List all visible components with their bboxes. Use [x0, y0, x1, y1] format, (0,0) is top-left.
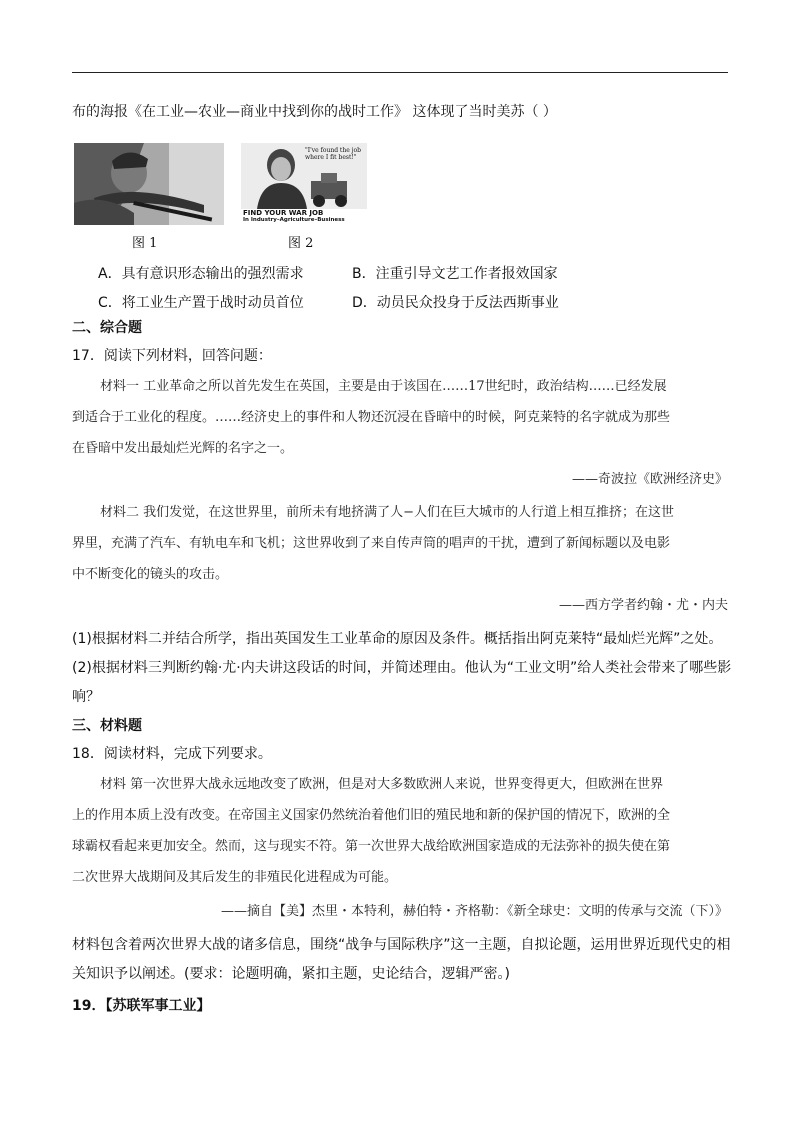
- q17-prompt: 17．阅读下列材料，回答问题：: [72, 348, 272, 364]
- poster-subline: In Industry–Agriculture–Business: [243, 217, 345, 223]
- q18-material-source: ——摘自【美】杰里・本特利，赫伯特・齐格勒：《新全球史：文明的传承与交流（下）》: [220, 904, 728, 919]
- q18-material-line: 材料 第一次世界大战永远地改变了欧洲，但是对大多数欧洲人来说，世界变得更大，但欧洲在世界: [100, 777, 664, 792]
- option-c: C．将工业生产置于战时动员首位: [98, 295, 304, 311]
- q17-material1-source: ——奇波拉《欧洲经济史》: [571, 472, 728, 487]
- q18-requirement-cont: 关知识予以阐述。(要求：论题明确，紧扣主题，史论结合，逻辑严密。): [72, 966, 510, 982]
- q17-material1-line: 到适合于工业化的程度。……经济史上的事件和人物还沉浸在昏暗中的时候，阿克莱特的名字就成为那些: [72, 410, 671, 425]
- q17-material2-line: 材料二 我们发觉，在这世界里，前所未有地挤满了人−人们在巨大城市的人行道上相互推挤；在这世: [100, 505, 675, 520]
- q18-material-line: 球霸权看起来更加安全。然而，这与现实不符。第一次世界大战给欧洲国家造成的无法弥补的损失使在第: [72, 839, 671, 854]
- q17-material1-line: 材料一 工业革命之所以首先发生在英国，主要是由于该国在……17世纪时，政治结构……已经发展: [100, 379, 667, 394]
- poster-speech-bubble: "I've found the job where I fit best!": [305, 147, 361, 161]
- q18-requirement: 材料包含着两次世界大战的诸多信息，围绕“战争与国际秩序”这一主题，自拟论题，运用世界近现代史的相: [72, 937, 731, 953]
- poster-headline: FIND YOUR WAR JOB: [243, 209, 324, 217]
- figure-1-caption: 图 1: [132, 236, 158, 251]
- q17-subquestion-2: (2)根据材料三判断约翰·尤·内夫讲这段话的时间，并简述理由。他认为“工业文明”给人类社会带来了哪些影: [72, 660, 732, 676]
- q17-subquestion-2-cont: 响？: [72, 689, 100, 705]
- q19-title: 19．【苏联军事工业】: [72, 998, 211, 1014]
- soviet-poster-illustration: [74, 143, 224, 225]
- q17-material1-line: 在昏暗中发出最灿烂光辉的名字之一。: [72, 441, 294, 456]
- option-d: D．动员民众投身于反法西斯事业: [352, 295, 559, 311]
- figure-2-caption: 图 2: [288, 236, 314, 251]
- figure-1-image: [74, 143, 224, 225]
- q18-material-line: 上的作用本质上没有改变。在帝国主义国家仍然统治着他们旧的殖民地和新的保护国的情况下，欧洲的全: [72, 808, 671, 823]
- q17-material2-line: 中不断变化的镜头的攻击。: [72, 567, 229, 582]
- section-3-title: 三、材料题: [72, 718, 142, 734]
- q17-subquestion-1: (1)根据材料二并结合所学，指出英国发生工业革命的原因及条件。概括指出阿克莱特“最灿烂光辉”之处。: [72, 631, 723, 647]
- q17-material2-line: 界里，充满了汽车、有轨电车和飞机；这世界收到了来自传声筒的唱声的干扰，遭到了新闻标题以及电影: [72, 536, 671, 551]
- option-b: B．注重引导文艺工作者报效国家: [352, 266, 558, 282]
- section-2-title: 二、综合题: [72, 320, 142, 336]
- q17-material2-source: ——西方学者约翰・尤・内夫: [558, 598, 728, 613]
- q18-prompt: 18．阅读材料，完成下列要求。: [72, 746, 272, 762]
- q16-stem: 布的海报《在工业—农业—商业中找到你的战时工作》 这体现了当时美苏（ ）: [72, 104, 557, 120]
- q18-material-line: 二次世界大战期间及其后发生的非殖民化进程成为可能。: [72, 870, 398, 885]
- figure-1: [74, 143, 224, 225]
- option-a: A．具有意识形态输出的强烈需求: [98, 266, 304, 282]
- header-rule: [72, 72, 728, 73]
- figure-2: [241, 143, 367, 225]
